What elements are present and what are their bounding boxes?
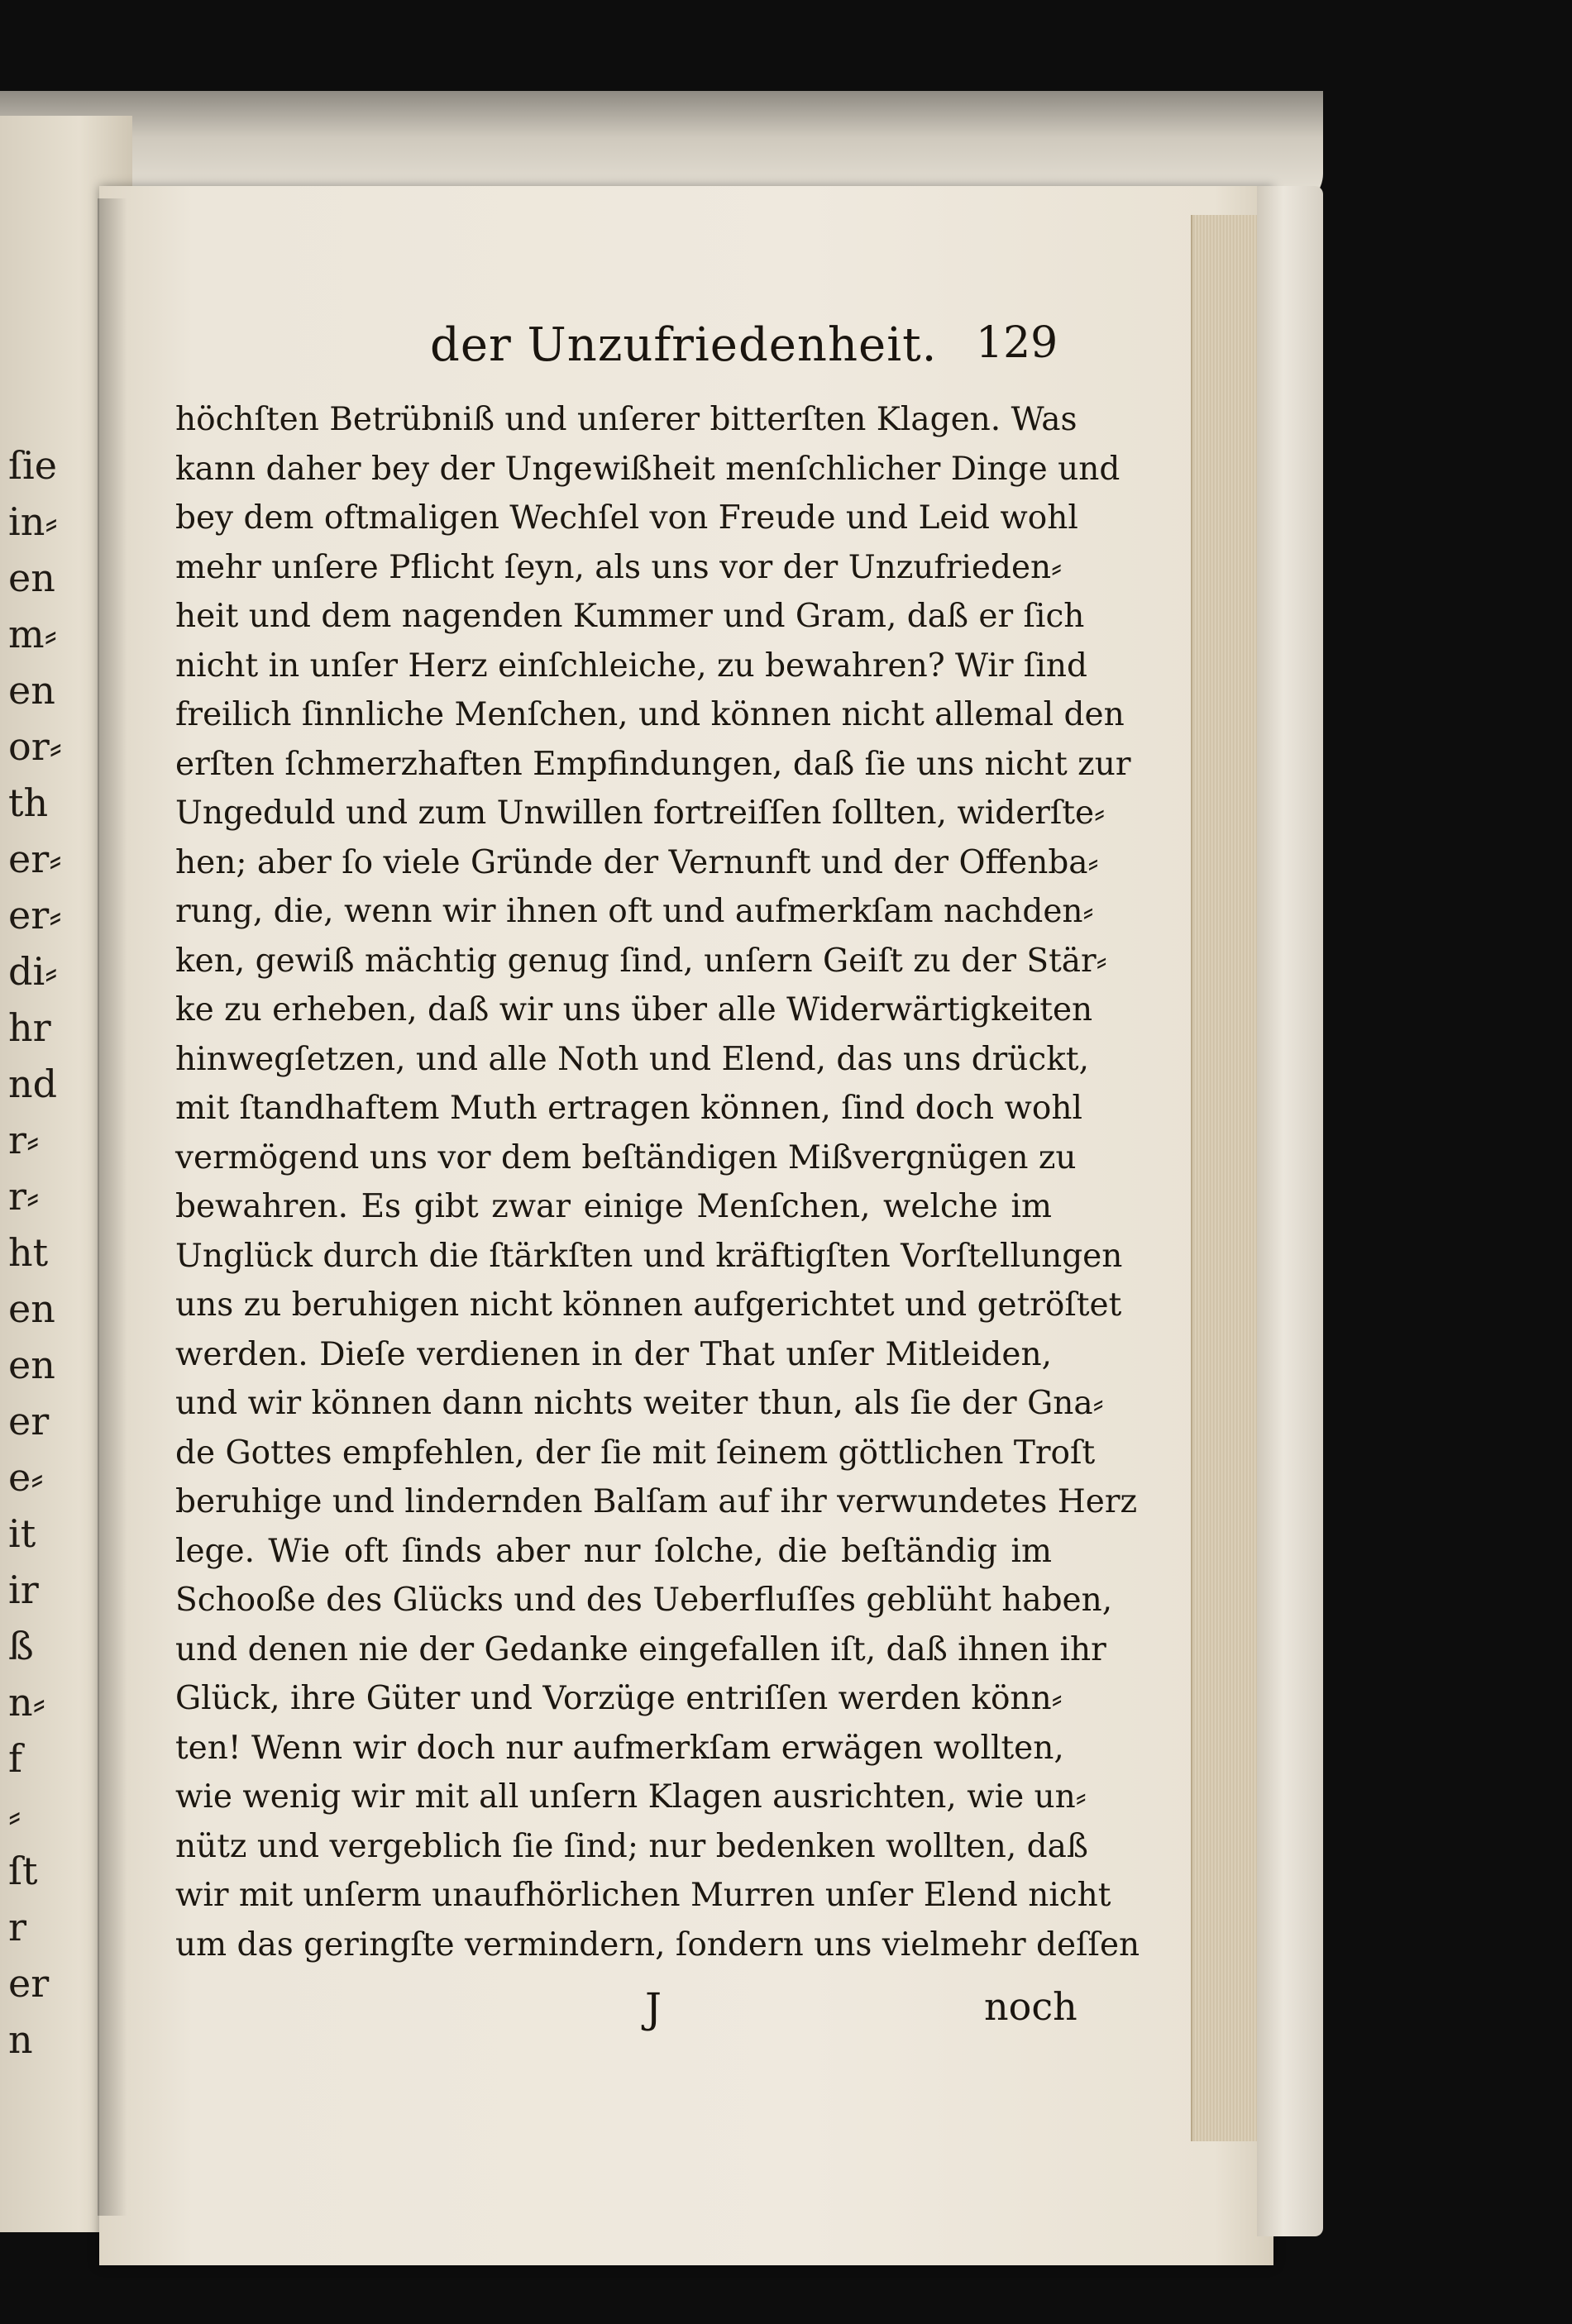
left-page-fragment: n: [8, 2017, 33, 2062]
text-line: de Gottes empfehlen, der ſie mit ſeinem göttlichen Troſt: [175, 1434, 1096, 1472]
text-line: Schooße des Glücks und des Ueberfluſſes geblüht haben,: [175, 1582, 1113, 1619]
text-line: beruhige und lindernden Balſam auf ihr verwundetes Herz: [175, 1483, 1138, 1520]
text-line: werden. Dieſe verdienen in der That unſer Mitleiden,: [175, 1335, 1052, 1373]
left-page-fragment: nd: [8, 1062, 58, 1106]
text-line: wie wenig wir mit all unſern Klagen ausrichten, wie un⸗: [175, 1778, 1087, 1816]
text-line: erſten ſchmerzhaften Empfindungen, daß ſie uns nicht zur: [175, 745, 1131, 783]
running-head: der Unzufriedenheit.: [430, 318, 938, 372]
text-line: und denen nie der Gedanke eingefallen iſt, daß ihnen ihr: [175, 1630, 1106, 1668]
text-line: nicht in unſer Herz einſchleiche, zu bewahren? Wir ſind: [175, 647, 1087, 685]
left-page-fragment: r⸗: [8, 1174, 40, 1219]
signature-mark: J: [645, 1984, 662, 2032]
left-page-fragment: ir: [8, 1568, 39, 1612]
left-page-fragment: f: [8, 1736, 23, 1781]
text-line: rung, die, wenn wir ihnen oft und aufmerkſam nachden⸗: [175, 893, 1094, 930]
left-page-fragment: en: [8, 1343, 55, 1387]
text-line: freilich ſinnliche Menſchen, und können nicht allemal den: [175, 696, 1125, 733]
page-number: 129: [976, 318, 1058, 368]
left-page-fragment: en: [8, 556, 55, 600]
left-page-fragment: or⸗: [8, 724, 63, 769]
left-page-fragment: th: [8, 780, 49, 825]
text-line: Ungeduld und zum Unwillen fortreiſſen ſollten, widerſte⸗: [175, 795, 1106, 832]
left-page-fragment: in⸗: [8, 499, 58, 544]
left-page-fragment: ſie: [8, 443, 57, 488]
spine-shadow: [98, 198, 127, 2216]
text-line: ken, gewiß mächtig genug ſind, unſern Geiſt zu der Stär⸗: [175, 942, 1107, 980]
left-page-fragment: er: [8, 1399, 50, 1444]
left-page-fragment: ⸗: [8, 1792, 22, 1837]
left-page-fragment: it: [8, 1511, 36, 1556]
left-page-fragment: m⸗: [8, 612, 57, 656]
left-page-fragment: ht: [8, 1230, 49, 1275]
left-page-fragment: er⸗: [8, 837, 62, 881]
text-line: ke zu erheben, daß wir uns über alle Widerwärtigkeiten: [175, 991, 1093, 1028]
text-line: um das geringſte vermindern, ſondern uns vielmehr deſſen: [175, 1926, 1140, 1964]
left-page-fragment: di⸗: [8, 949, 58, 994]
text-line: Unglück durch die ſtärkſten und kräftigſten Vorſtellungen: [175, 1237, 1123, 1275]
left-page-fragment: er: [8, 1961, 50, 2006]
text-line: bey dem oftmaligen Wechſel von Freude und Leid wohl: [175, 499, 1078, 537]
text-line: mehr unſere Pflicht ſeyn, als uns vor der Unzufrieden⸗: [175, 548, 1063, 586]
text-line: hinwegſetzen, und alle Noth und Elend, das uns drückt,: [175, 1040, 1089, 1078]
left-page-fragment: er⸗: [8, 893, 62, 938]
catchword: noch: [984, 1984, 1077, 2029]
text-line: lege. Wie oft ſinds aber nur ſolche, die beſtändig im: [175, 1532, 1052, 1570]
text-line: hen; aber ſo viele Gründe der Vernunft und der Offenba⸗: [175, 843, 1099, 881]
text-line: mit ſtandhaftem Muth ertragen können, ſind doch wohl: [175, 1090, 1082, 1127]
text-line: heit und dem nagenden Kummer und Gram, daß er ſich: [175, 598, 1085, 635]
book-cover-right: [1257, 186, 1323, 2236]
text-line: Glück, ihre Güter und Vorzüge entriſſen werden könn⸗: [175, 1680, 1063, 1717]
text-line: kann daher bey der Ungewißheit menſchlicher Dinge und: [175, 450, 1120, 488]
text-line: nütz und vergeblich ſie ſind; nur bedenken wollten, daß: [175, 1827, 1088, 1865]
body-text: [175, 395, 1140, 1969]
text-line: und wir können dann nichts weiter thun, als ſie der Gna⸗: [175, 1385, 1104, 1422]
page-fore-edge: [1191, 215, 1259, 2141]
left-page-fragment: en: [8, 1286, 55, 1331]
text-line: vermögend uns vor dem beſtändigen Mißvergnügen zu: [175, 1138, 1077, 1176]
left-page-fragment: hr: [8, 1005, 51, 1050]
text-line: ten! Wenn wir doch nur aufmerkſam erwägen wollten,: [175, 1729, 1064, 1767]
left-page-fragment: n⸗: [8, 1680, 45, 1725]
text-line: wir mit unſerm unaufhörlichen Murren unſer Elend nicht: [175, 1877, 1111, 1914]
text-line: höchſten Betrübniß und unſerer bitterſten Klagen. Was: [175, 401, 1077, 438]
left-page-fragment: en: [8, 668, 55, 713]
left-page-fragment: ß: [8, 1624, 34, 1668]
left-page-fragment: r: [8, 1905, 26, 1949]
text-line: bewahren. Es gibt zwar einige Menſchen, welche im: [175, 1188, 1052, 1225]
left-page-fragment: ſt: [8, 1849, 38, 1893]
text-line: uns zu beruhigen nicht können aufgerichtet und getröſtet: [175, 1286, 1122, 1324]
left-page-fragment: r⸗: [8, 1118, 40, 1162]
left-page-fragment: e⸗: [8, 1455, 44, 1500]
